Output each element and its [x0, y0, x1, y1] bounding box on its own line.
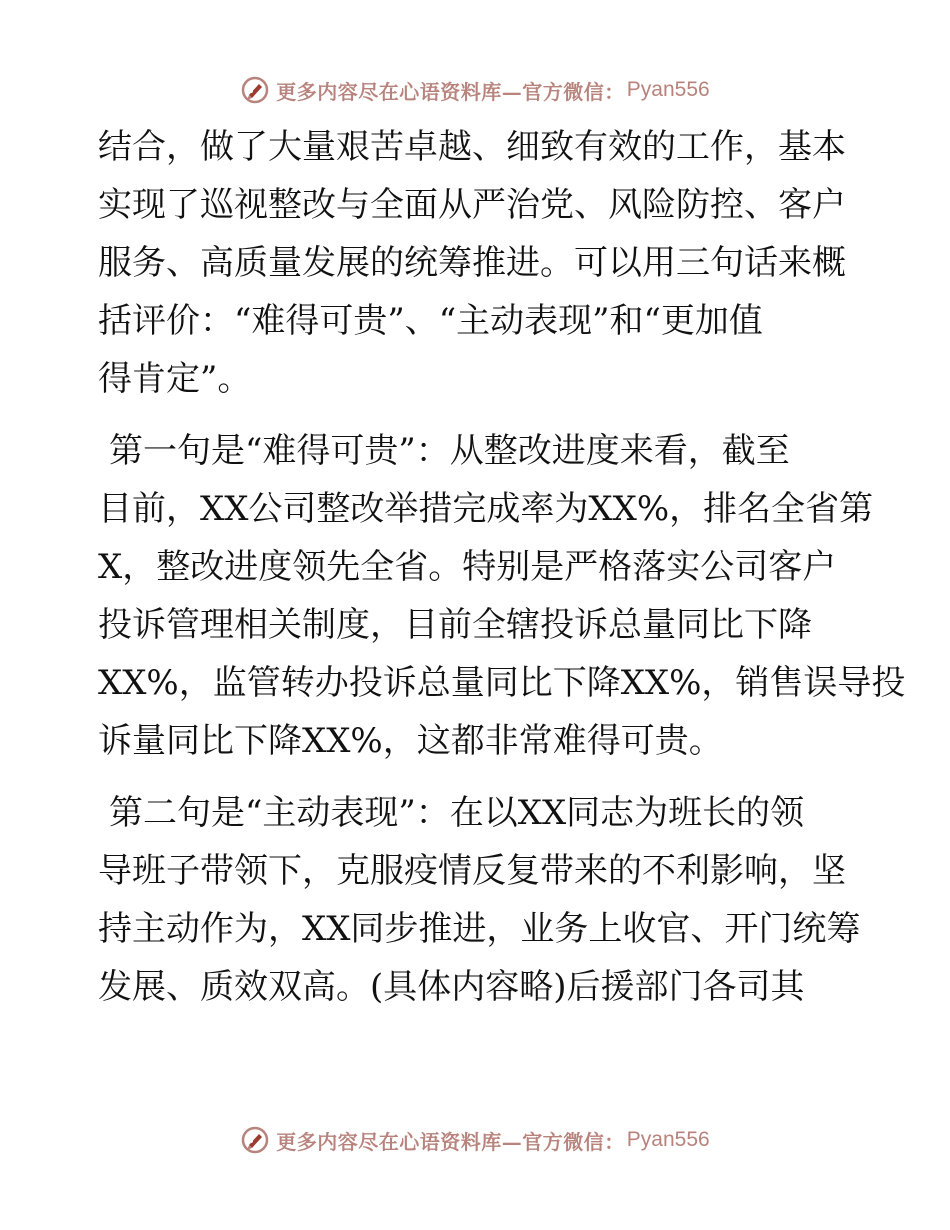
text-line: 持主动作为，XX同步推进，业务上收官、开门统筹	[98, 909, 861, 949]
wechat-id: Pyan556	[626, 78, 710, 101]
document-body	[98, 118, 906, 1030]
paragraph	[98, 118, 868, 408]
text-line: 得肯定”。	[98, 359, 252, 399]
pen-logo-icon	[240, 75, 270, 105]
pen-logo-icon	[240, 1125, 270, 1155]
text-line: 发展、质效双高。(具体内容略)后援部门各司其	[98, 967, 805, 1007]
text-line: 第二句是“主动表现”：在以XX同志为班长的领	[109, 793, 805, 833]
banner-text: 更多内容尽在心语资料库—官方微信：	[276, 1129, 625, 1154]
text-line: XX%，监管转办投诉总量同比下降XX%，销售误导投	[98, 663, 906, 703]
header-banner	[0, 70, 950, 110]
text-line: 括评价：“难得可贵”、“主动表现”和“更加值	[98, 301, 763, 341]
paragraph	[98, 784, 868, 1016]
text-line: 服务、高质量发展的统筹推进。可以用三句话来概	[98, 243, 846, 283]
text-line: 结合，做了大量艰苦卓越、细致有效的工作，基本	[98, 127, 846, 167]
text-line: 第一句是“难得可贵”：从整改进度来看，截至	[109, 431, 790, 471]
text-line: 导班子带领下，克服疫情反复带来的不利影响，坚	[98, 851, 846, 891]
paragraph	[98, 422, 906, 770]
wechat-id: Pyan556	[626, 1128, 710, 1151]
banner-text: 更多内容尽在心语资料库—官方微信：	[276, 79, 625, 104]
text-line: 目前，XX公司整改举措完成率为XX%，排名全省第	[98, 489, 874, 529]
text-line: 投诉管理相关制度，目前全辖投诉总量同比下降	[98, 605, 812, 645]
text-line: 实现了巡视整改与全面从严治党、风险防控、客户	[98, 185, 846, 225]
text-line: 诉量同比下降XX%，这都非常难得可贵。	[98, 721, 723, 761]
footer-banner	[0, 1120, 950, 1160]
text-line: X，整改进度领先全省。特别是严格落实公司客户	[98, 547, 837, 587]
